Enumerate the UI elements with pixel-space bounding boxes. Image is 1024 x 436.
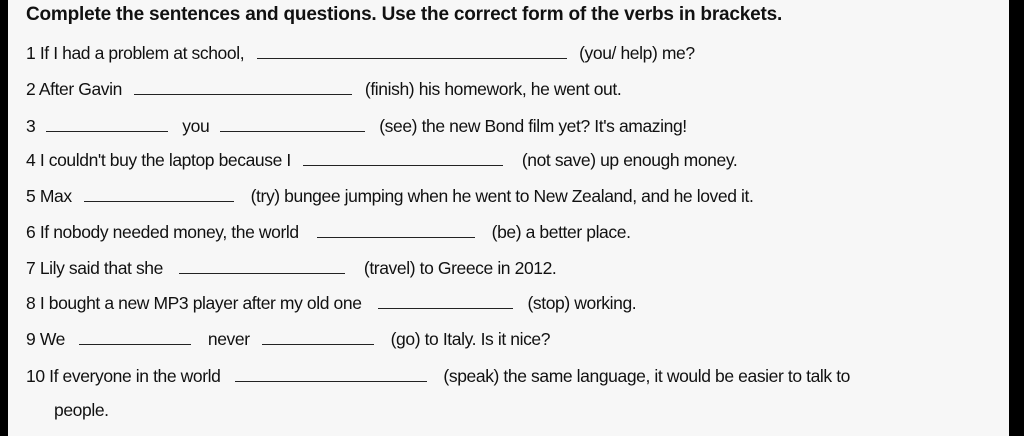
item-text: (see) the new Bond film yet? It's amazing! — [379, 116, 687, 136]
exercise-item-4 — [26, 150, 737, 171]
instructions-heading: Complete the sentences and questions. Use the correct form of the verbs in brackets. — [26, 4, 783, 25]
exercise-item-6 — [26, 222, 631, 243]
answer-blank[interactable] — [235, 367, 427, 382]
item-text: (not save) up enough money. — [521, 150, 738, 170]
item-text: (try) bungee jumping when he went to New Zealand, and he loved it. — [250, 186, 754, 206]
item-10-continuation: people. — [54, 400, 109, 420]
item-number: 4 — [26, 150, 36, 170]
item-text: (go) to Italy. Is it nice? — [390, 329, 551, 349]
answer-blank[interactable] — [378, 294, 513, 309]
item-number: 5 — [26, 186, 36, 206]
item-text: If I had a problem at school, — [39, 43, 245, 63]
item-text: (stop) working. — [527, 293, 637, 313]
exercise-item-1 — [26, 43, 695, 64]
answer-blank[interactable] — [220, 117, 365, 132]
item-number: 1 — [26, 43, 36, 63]
item-text: you — [182, 116, 210, 136]
exercise-item-5 — [26, 186, 753, 207]
answer-blank[interactable] — [303, 151, 503, 166]
item-text: Max — [39, 186, 72, 206]
answer-blank[interactable] — [179, 259, 345, 274]
item-number: 6 — [26, 222, 36, 242]
item-number: 8 — [26, 293, 36, 313]
item-text: After Gavin — [38, 79, 122, 99]
answer-blank[interactable] — [317, 223, 475, 238]
item-number: 3 — [26, 116, 36, 136]
item-text: I bought a new MP3 player after my old one — [39, 293, 362, 313]
exercise-item-3 — [26, 116, 687, 137]
answer-blank[interactable] — [46, 117, 168, 132]
item-text: (be) a better place. — [491, 222, 631, 242]
answer-blank[interactable] — [262, 330, 374, 345]
answer-blank[interactable] — [257, 44, 567, 59]
item-text: (speak) the same language, it would be easier to talk to — [443, 366, 851, 386]
item-number: 9 — [26, 329, 36, 349]
item-text: (finish) his homework, he went out. — [364, 79, 622, 99]
answer-blank[interactable] — [84, 187, 234, 202]
item-text: We — [39, 329, 65, 349]
item-text: never — [207, 329, 250, 349]
exercise-item-8 — [26, 293, 636, 314]
exercise-item-2 — [26, 79, 621, 100]
item-text: (you/ help) me? — [579, 43, 695, 63]
worksheet — [8, 0, 1009, 436]
exercise-item-7 — [26, 258, 556, 279]
item-text: I couldn't buy the laptop because I — [39, 150, 291, 170]
item-number: 7 — [26, 258, 36, 278]
item-text: If nobody needed money, the world — [39, 222, 299, 242]
item-number: 2 — [26, 79, 36, 99]
exercise-item-10 — [26, 366, 850, 387]
item-text: If everyone in the world — [49, 366, 221, 386]
answer-blank[interactable] — [134, 80, 352, 95]
item-number: 10 — [26, 366, 45, 386]
exercise-item-9 — [26, 329, 550, 350]
item-text: Lily said that she — [39, 258, 163, 278]
item-text: (travel) to Greece in 2012. — [363, 258, 557, 278]
answer-blank[interactable] — [79, 330, 191, 345]
